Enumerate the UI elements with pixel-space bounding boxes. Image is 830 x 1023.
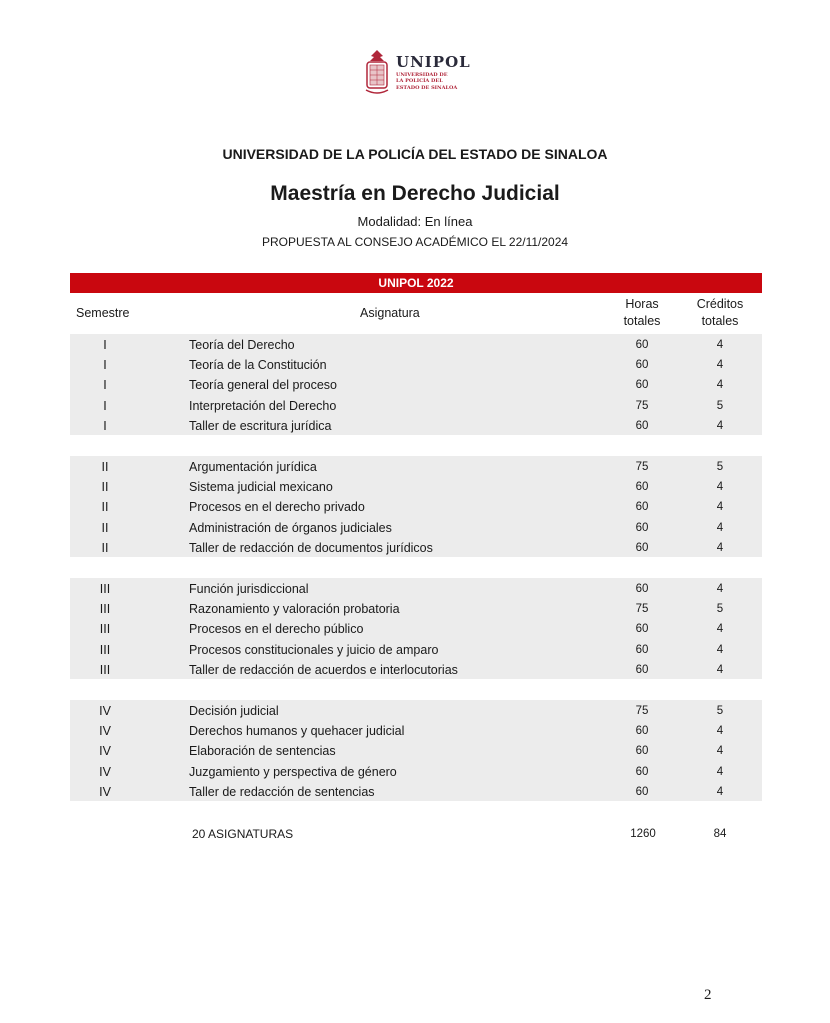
credits-cell: 4 bbox=[716, 785, 724, 798]
subject-cell: Procesos en el derecho privado bbox=[189, 500, 365, 515]
hours-cell: 60 bbox=[635, 521, 649, 534]
semester-group bbox=[70, 334, 762, 435]
semester-cell: III bbox=[99, 622, 111, 637]
eagle-emblem-icon bbox=[362, 48, 392, 98]
credits-cell: 4 bbox=[716, 359, 724, 372]
table-row bbox=[70, 599, 762, 619]
semester-cell: I bbox=[103, 398, 107, 413]
hours-cell: 60 bbox=[635, 501, 649, 514]
semester-cell: I bbox=[103, 358, 107, 373]
logo-name: UNIPOL bbox=[396, 53, 471, 72]
total-horas: 1260 bbox=[630, 828, 656, 840]
page-number: 2 bbox=[704, 987, 712, 1003]
credits-cell: 4 bbox=[716, 501, 724, 514]
hours-cell: 75 bbox=[635, 603, 649, 616]
table-row bbox=[70, 538, 762, 558]
hours-cell: 60 bbox=[635, 583, 649, 595]
credits-cell: 5 bbox=[716, 705, 724, 717]
hours-cell: 60 bbox=[635, 663, 649, 676]
semester-cell: III bbox=[99, 642, 111, 657]
hours-cell: 75 bbox=[635, 399, 649, 412]
page-title: Maestría en Derecho Judicial bbox=[270, 182, 560, 205]
logo-subtitle-1: UNIVERSIDAD DE bbox=[396, 72, 448, 79]
hours-cell: 60 bbox=[635, 359, 649, 372]
semester-cell: I bbox=[103, 338, 107, 352]
credits-cell: 4 bbox=[716, 379, 724, 392]
hours-cell: 75 bbox=[635, 461, 649, 473]
unipol-logo bbox=[362, 48, 471, 98]
total-label: 20 ASIGNATURAS bbox=[192, 827, 294, 841]
col-creditos-line1: Créditos bbox=[696, 297, 744, 311]
subject-cell: Razonamiento y valoración probatoria bbox=[189, 602, 400, 617]
semester-cell: II bbox=[101, 520, 109, 535]
credits-cell: 4 bbox=[716, 583, 724, 595]
credits-cell: 4 bbox=[716, 339, 724, 351]
table-row bbox=[70, 762, 762, 782]
subject-cell: Elaboración de sentencias bbox=[189, 744, 336, 759]
semester-cell: IV bbox=[99, 784, 111, 799]
credits-cell: 4 bbox=[716, 765, 724, 778]
semester-cell: I bbox=[103, 418, 107, 433]
subject-cell: Teoría del Derecho bbox=[189, 338, 295, 352]
credits-cell: 4 bbox=[716, 623, 724, 636]
hours-cell: 75 bbox=[635, 705, 649, 717]
credits-cell: 5 bbox=[716, 399, 724, 412]
hours-cell: 60 bbox=[635, 725, 649, 738]
hours-cell: 60 bbox=[635, 419, 649, 432]
semester-group bbox=[70, 700, 762, 801]
subject-cell: Función jurisdiccional bbox=[189, 582, 309, 596]
table-row bbox=[70, 396, 762, 416]
col-horas bbox=[618, 296, 666, 330]
table-row bbox=[70, 375, 762, 395]
logo-subtitle-3: ESTADO DE SINALOA bbox=[396, 84, 458, 91]
credits-cell: 4 bbox=[716, 419, 724, 432]
credits-cell: 5 bbox=[716, 603, 724, 616]
subject-cell: Teoría de la Constitución bbox=[189, 358, 327, 373]
table-row bbox=[70, 477, 762, 497]
semester-cell: III bbox=[99, 662, 111, 677]
subject-cell: Derechos humanos y quehacer judicial bbox=[189, 724, 405, 739]
semester-group bbox=[70, 456, 762, 557]
total-creditos: 84 bbox=[713, 828, 727, 840]
subject-cell: Sistema judicial mexicano bbox=[189, 480, 333, 495]
semester-cell: III bbox=[99, 582, 111, 596]
col-semestre: Semestre bbox=[76, 306, 130, 320]
subject-cell: Argumentación jurídica bbox=[189, 460, 317, 474]
semester-cell: II bbox=[101, 500, 109, 515]
semester-cell: II bbox=[101, 480, 109, 495]
table-row bbox=[70, 497, 762, 517]
table-row bbox=[70, 721, 762, 741]
credits-cell: 4 bbox=[716, 541, 724, 554]
hours-cell: 60 bbox=[635, 643, 649, 656]
semester-cell: IV bbox=[99, 724, 111, 739]
col-horas-line1: Horas bbox=[625, 297, 659, 311]
col-creditos-line2: totales bbox=[701, 314, 739, 328]
hours-cell: 60 bbox=[635, 541, 649, 554]
subject-cell: Juzgamiento y perspectiva de género bbox=[189, 764, 397, 779]
table-header bbox=[70, 296, 762, 332]
col-asignatura: Asignatura bbox=[360, 306, 420, 320]
table-row bbox=[70, 457, 762, 477]
semester-cell: II bbox=[101, 460, 109, 474]
subject-cell: Interpretación del Derecho bbox=[189, 398, 337, 413]
subject-cell: Teoría general del proceso bbox=[189, 378, 338, 393]
col-horas-line2: totales bbox=[623, 314, 661, 328]
col-creditos bbox=[690, 296, 750, 330]
proposal-date: PROPUESTA AL CONSEJO ACADÉMICO EL 22/11/2024 bbox=[261, 235, 569, 249]
logo-subtitle-2: LA POLICÍA DEL bbox=[396, 78, 443, 85]
modality: Modalidad: En línea bbox=[357, 214, 473, 229]
hours-cell: 60 bbox=[635, 481, 649, 494]
subject-cell: Taller de redacción de acuerdos e interlocutorias bbox=[189, 662, 458, 677]
table-row bbox=[70, 619, 762, 639]
hours-cell: 60 bbox=[635, 379, 649, 392]
hours-cell: 60 bbox=[635, 623, 649, 636]
credits-cell: 4 bbox=[716, 725, 724, 738]
semester-cell: I bbox=[103, 378, 107, 393]
credits-cell: 4 bbox=[716, 521, 724, 534]
table-row bbox=[70, 579, 762, 599]
credits-cell: 4 bbox=[716, 745, 724, 758]
subject-cell: Procesos constitucionales y juicio de amparo bbox=[189, 642, 439, 657]
subject-cell: Administración de órganos judiciales bbox=[189, 520, 392, 535]
subject-cell: Taller de redacción de sentencias bbox=[189, 784, 375, 799]
table-row bbox=[70, 416, 762, 436]
semester-group bbox=[70, 578, 762, 679]
subject-cell: Taller de redacción de documentos jurídicos bbox=[189, 540, 433, 555]
table-row bbox=[70, 782, 762, 802]
table-row bbox=[70, 660, 762, 680]
hours-cell: 60 bbox=[635, 339, 649, 351]
table-row bbox=[70, 741, 762, 761]
semester-cell: III bbox=[99, 602, 111, 617]
credits-cell: 4 bbox=[716, 643, 724, 656]
subject-cell: Taller de escritura jurídica bbox=[189, 418, 332, 433]
credits-cell: 4 bbox=[716, 663, 724, 676]
total-row bbox=[70, 824, 762, 844]
credits-cell: 4 bbox=[716, 481, 724, 494]
subject-cell: Procesos en el derecho público bbox=[189, 622, 364, 637]
credits-cell: 5 bbox=[716, 461, 724, 473]
hours-cell: 60 bbox=[635, 785, 649, 798]
table-row bbox=[70, 355, 762, 375]
table-row bbox=[70, 518, 762, 538]
semester-cell: IV bbox=[99, 744, 111, 759]
hours-cell: 60 bbox=[635, 765, 649, 778]
semester-cell: IV bbox=[99, 764, 111, 779]
table-row bbox=[70, 335, 762, 355]
hours-cell: 60 bbox=[635, 745, 649, 758]
table-row bbox=[70, 640, 762, 660]
table-row bbox=[70, 701, 762, 721]
semester-cell: II bbox=[101, 540, 109, 555]
semester-cell: IV bbox=[99, 704, 111, 718]
subject-cell: Decisión judicial bbox=[189, 704, 279, 718]
university-name: UNIVERSIDAD DE LA POLICÍA DEL ESTADO DE SINALOA bbox=[222, 146, 608, 162]
table-banner: UNIPOL 2022 bbox=[70, 273, 762, 293]
